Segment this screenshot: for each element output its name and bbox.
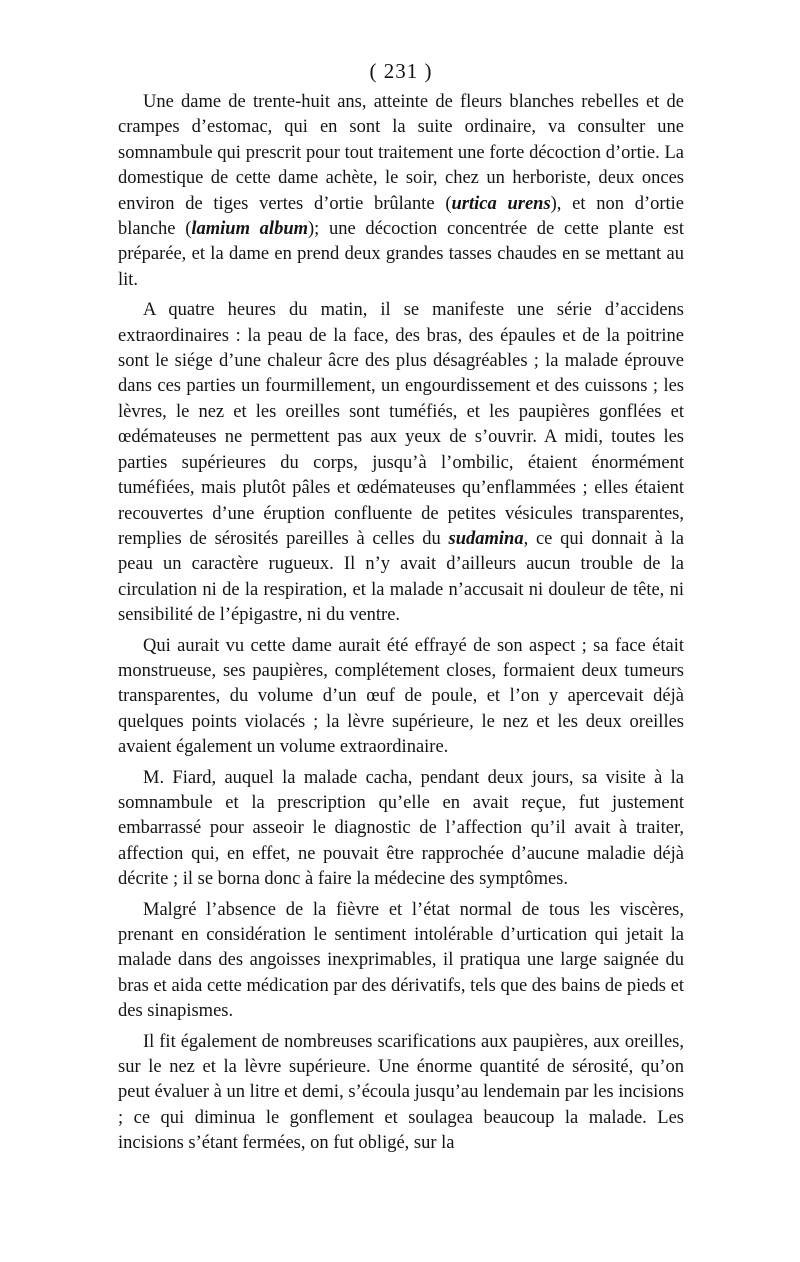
paragraph [118, 90, 684, 293]
document-page [118, 56, 684, 1157]
text-run: ), et non d’ortie blanche ( [118, 193, 685, 240]
text-run: Malgré l’absence de la fièvre et l’état normal de tous les viscères, prenant en considération le sentiment intolérable d’urtication qui jetait la malade dans des angoisses inexprimables, il pratiqua une large saignée du bras et aida cette médication par des dérivatifs, tels que des bains de pieds et des sinapismes. [118, 899, 684, 1022]
body-text [118, 90, 684, 1157]
text-run: Il fit également de nombreuses scarifications aux paupières, aux oreilles, sur le nez et la lèvre supérieure. Une énorme quantité de sérosité, qu’on peut évaluer à un litre et demi, s’écoula jusqu’au lendemain par les incisions ; ce qui diminua le gonflement et soulagea beaucoup la malade. Les incisions s’étant fermées, on fut obligé, sur la [118, 1031, 684, 1154]
text-run: Qui aurait vu cette dame aurait été effrayé de son aspect ; sa face était monstrueuse, ses paupières, complétement closes, formaient deux tumeurs transparentes, du volume d’un œuf de poule, et l’on y apercevait déjà quelques points violacés ; la lèvre supérieure, le nez et les deux oreilles avaient également un volume extraordinaire. [118, 635, 684, 758]
text-run: , ce qui donnait à la peau un caractère rugueux. Il n’y avait d’ailleurs aucun trouble de la circulation ni de la respiration, et la malade n’accusait ni douleur de tête, ni sensibilité de l’épigastre, ni du ventre. [118, 528, 684, 626]
paragraph [118, 298, 684, 628]
paragraph [118, 766, 684, 893]
italic-term: sudamina [448, 528, 524, 549]
italic-term: lamium album [191, 219, 308, 240]
paragraph [118, 634, 684, 761]
page-number: ( 231 ) [369, 59, 433, 83]
text-run: A quatre heures du matin, il se manifeste une série d’accidens extraordinaires : la peau de la face, des bras, des épaules et de la poitrine sont le siége d’une chaleur âcre des plus désagréables ; la malade éprouve dans ces parties un fourmillement, un engourdissement et des cuissons ; les lèvres, le nez et les oreilles sont tuméfiés, et les paupières gonflées et œdémateuses ne permettent pas aux yeux de s’ouvrir. A midi, toutes les parties supérieures du corps, jusqu’à l’ombilic, étaient énormément tuméfiées, mais plutôt pâles et œdémateuses qu’enflammées ; elles étaient recouvertes d’une éruption confluente de petites vésicules transparentes, remplies de sérosités pareilles à celles du [118, 300, 684, 549]
paragraph [118, 898, 684, 1025]
text-run: Une dame de trente-huit ans, atteinte de fleurs blanches rebelles et de crampes d’estomac, qui en sont la suite ordinaire, va consulter une somnambule qui prescrit pour tout traitement une forte décoction d’ortie. La domestique de cette dame achète, le soir, chez un herboriste, deux onces environ de tiges vertes d’ortie brûlante ( [118, 92, 684, 214]
text-run: ); une décoction concentrée de cette plante est préparée, et la dame en prend deux grandes tasses chaudes en se mettant au lit. [118, 219, 684, 290]
italic-term: urtica urens [451, 193, 551, 214]
text-run: M. Fiard, auquel la malade cacha, pendant deux jours, sa visite à la somnambule et la prescription qu’elle en avait reçue, fut justement embarrassé pour asseoir le diagnostic de l’affection qu’il avait à traiter, affection qui, en effet, ne pouvait être rapprochée d’aucune maladie déjà décrite ; il se borna donc à faire la médecine des symptômes. [118, 767, 684, 890]
paragraph [118, 1030, 684, 1157]
